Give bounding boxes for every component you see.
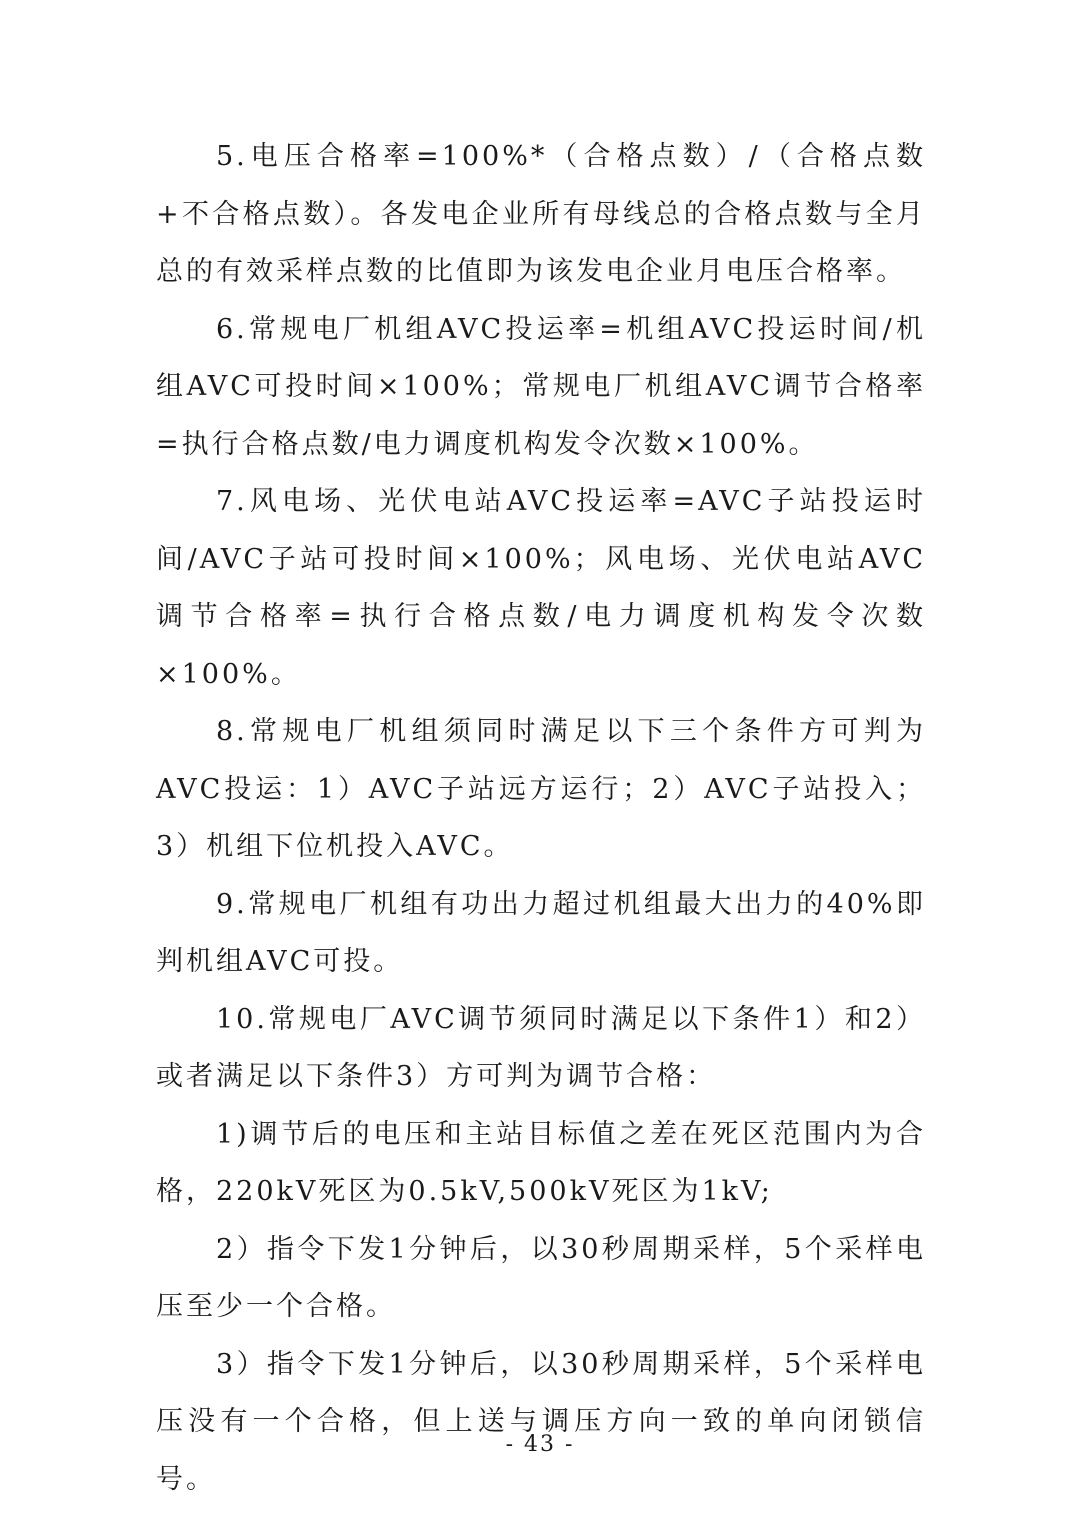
document-body — [156, 128, 926, 1508]
paragraph-criterion-3: 3）指令下发1分钟后，以30秒周期采样，5个采样电压没有一个合格，但上送与调压方向一致的单向闭锁信号。 — [156, 1348, 926, 1495]
page-number: - 43 - — [505, 1432, 575, 1457]
paragraph-avc-regulation-criteria: 10.常规电厂AVC调节须同时满足以下条件1）和2）或者满足以下条件3）方可判为调节合格： — [156, 1003, 926, 1092]
paragraph-conventional-avc-rate: 6.常规电厂机组AVC投运率=机组AVC投运时间/机组AVC可投时间×100%；常规电厂机组AVC调节合格率=执行合格点数/电力调度机构发令次数×100%。 — [156, 313, 926, 460]
paragraph-wind-solar-avc-rate: 7.风电场、光伏电站AVC投运率=AVC子站投运时间/AVC子站可投时间×100%；风电场、光伏电站AVC调节合格率=执行合格点数/电力调度机构发令次数×100%。 — [156, 486, 926, 690]
paragraph-criterion-1: 1)调节后的电压和主站目标值之差在死区范围内为合格，220kV死区为0.5kV,500kV死区为1kV; — [156, 1118, 926, 1207]
paragraph-avc-operation-conditions: 8.常规电厂机组须同时满足以下三个条件方可判为AVC投运：1）AVC子站远方运行；2）AVC子站投入；3）机组下位机投入AVC。 — [156, 716, 926, 862]
paragraph-criterion-2: 2）指令下发1分钟后，以30秒周期采样，5个采样电压至少一个合格。 — [156, 1233, 926, 1322]
paragraph-avc-available: 9.常规电厂机组有功出力超过机组最大出力的40%即判机组AVC可投。 — [156, 888, 926, 977]
paragraph-voltage-pass-rate: 5.电压合格率=100%*（合格点数）/（合格点数+不合格点数）。各发电企业所有母线总的合格点数与全月总的有效采样点数的比值即为该发电企业月电压合格率。 — [156, 141, 926, 287]
